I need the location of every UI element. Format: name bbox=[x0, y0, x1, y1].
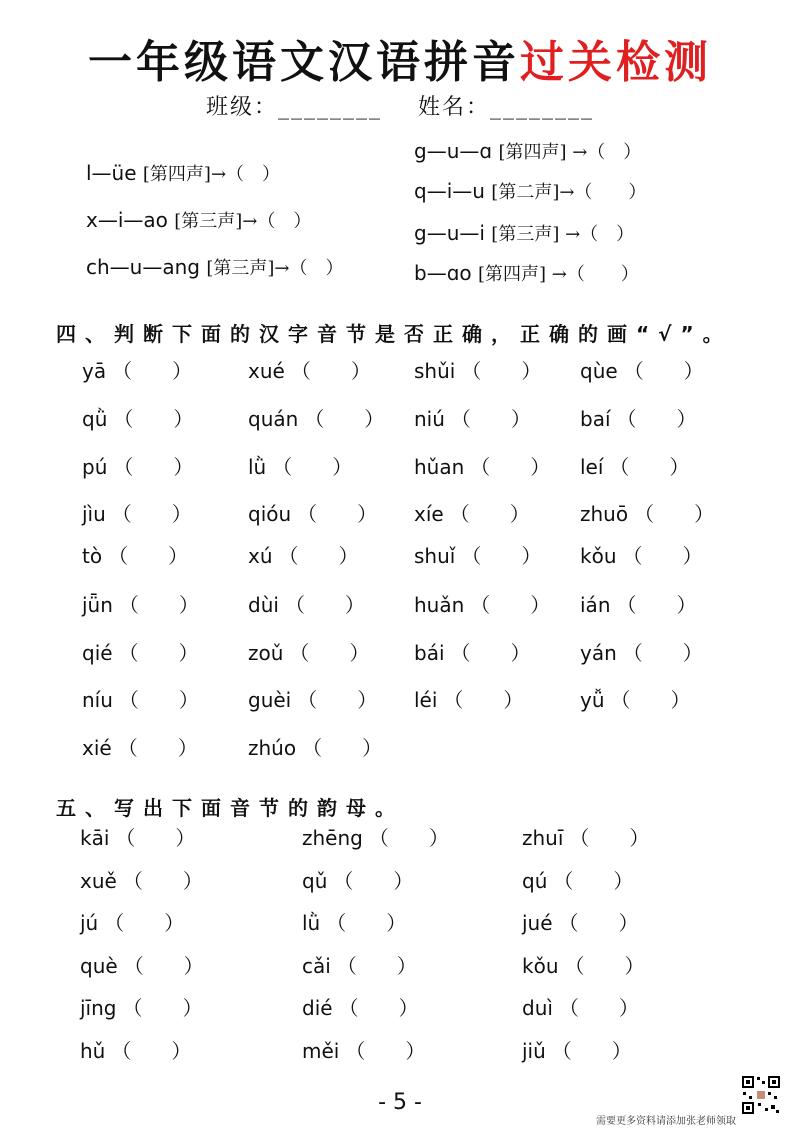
answer-blank[interactable]: （ ） bbox=[345, 1039, 426, 1063]
tone-prompt: [第四声]→（ ） bbox=[142, 164, 281, 185]
pinyin-text: léi bbox=[414, 688, 438, 712]
answer-blank[interactable]: （ ） bbox=[450, 407, 531, 431]
syllable-item bbox=[580, 355, 704, 384]
syllable-item bbox=[82, 684, 199, 713]
syllable-item bbox=[302, 822, 449, 851]
section5-heading: 五、写出下面音节的韵母。 bbox=[56, 796, 404, 820]
spelling-item bbox=[414, 260, 639, 286]
answer-blank[interactable]: （ ） bbox=[122, 996, 203, 1020]
pinyin-text: què bbox=[80, 954, 118, 978]
pinyin-text: yā bbox=[82, 359, 107, 383]
syllable-item bbox=[80, 822, 195, 851]
syllable-item bbox=[80, 907, 184, 936]
syllable-item bbox=[82, 403, 193, 432]
pinyin-text: kǒu bbox=[522, 954, 559, 978]
answer-blank[interactable]: （ ） bbox=[326, 911, 407, 935]
pinyin-text: qié bbox=[82, 641, 113, 665]
class-label: 班级： bbox=[205, 95, 278, 120]
answer-blank[interactable]: （ ） bbox=[272, 455, 353, 479]
syllable-item bbox=[82, 732, 198, 761]
syllables: g—u—ɑ bbox=[414, 139, 493, 163]
syllable-item bbox=[302, 950, 417, 979]
tone-prompt: [第四声] →（ ） bbox=[498, 142, 642, 163]
pinyin-text: cǎi bbox=[302, 954, 331, 978]
answer-blank[interactable]: （ ） bbox=[333, 869, 414, 893]
answer-blank[interactable]: （ ） bbox=[118, 688, 199, 712]
pinyin-text: leí bbox=[580, 455, 604, 479]
answer-blank[interactable]: （ ） bbox=[284, 593, 365, 617]
answer-blank[interactable]: （ ） bbox=[623, 359, 704, 383]
pinyin-text: xuě bbox=[80, 869, 117, 893]
pinyin-text: kāi bbox=[80, 826, 110, 850]
answer-blank[interactable]: （ ） bbox=[336, 954, 417, 978]
spelling-item bbox=[86, 254, 343, 280]
syllable-item bbox=[580, 498, 714, 527]
pinyin-text: qǜ bbox=[82, 407, 108, 431]
tone-prompt: [第三声]→（ ） bbox=[174, 211, 312, 232]
answer-blank[interactable]: （ ） bbox=[564, 954, 645, 978]
answer-blank[interactable]: （ ） bbox=[338, 996, 419, 1020]
syllable-item bbox=[248, 684, 377, 713]
answer-blank[interactable]: （ ） bbox=[616, 593, 697, 617]
syllable-item bbox=[248, 540, 359, 569]
spelling-item bbox=[414, 178, 646, 204]
section4-heading: 四、判断下面的汉字音节是否正确，正确的画“√”。 bbox=[56, 322, 732, 346]
answer-blank[interactable]: （ ） bbox=[113, 455, 194, 479]
syllable-item bbox=[522, 822, 649, 851]
pinyin-text: hǔan bbox=[414, 455, 465, 479]
answer-blank[interactable]: （ ） bbox=[297, 688, 378, 712]
pinyin-text: jué bbox=[522, 911, 553, 935]
pinyin-text: zoǔ bbox=[248, 641, 284, 665]
pinyin-text: xié bbox=[82, 736, 112, 760]
answer-blank[interactable]: （ ） bbox=[122, 869, 203, 893]
pinyin-text: shǔi bbox=[414, 359, 456, 383]
tone-prompt: [第二声]→（ ） bbox=[491, 182, 647, 203]
answer-blank[interactable]: （ ） bbox=[113, 407, 194, 431]
tone-prompt: [第四声] →（ ） bbox=[478, 264, 639, 285]
pinyin-text: bái bbox=[414, 641, 445, 665]
answer-blank[interactable]: （ ） bbox=[558, 996, 639, 1020]
pinyin-text: xú bbox=[248, 544, 273, 568]
syllable-item bbox=[414, 451, 550, 480]
answer-blank[interactable]: （ ） bbox=[634, 502, 715, 526]
syllable-item bbox=[414, 684, 523, 713]
answer-blank[interactable]: （ ） bbox=[118, 641, 199, 665]
answer-blank[interactable]: （ ） bbox=[609, 455, 690, 479]
pinyin-text: jú bbox=[80, 911, 99, 935]
pinyin-text: ián bbox=[580, 593, 611, 617]
syllable-item bbox=[82, 355, 192, 384]
pinyin-text: quán bbox=[248, 407, 299, 431]
pinyin-text: níu bbox=[82, 688, 113, 712]
answer-blank[interactable]: （ ） bbox=[470, 455, 551, 479]
syllable-item bbox=[82, 540, 188, 569]
answer-blank[interactable]: （ ） bbox=[123, 954, 204, 978]
student-info bbox=[0, 90, 800, 121]
answer-blank[interactable]: （ ） bbox=[569, 826, 650, 850]
pinyin-text: baí bbox=[580, 407, 611, 431]
syllable-item bbox=[414, 403, 531, 432]
title-main: 一年级语文汉语拼音 bbox=[88, 37, 520, 88]
syllable-item bbox=[522, 907, 639, 936]
pinyin-text: xué bbox=[248, 359, 285, 383]
pinyin-text: dùi bbox=[248, 593, 279, 617]
syllable-item bbox=[580, 451, 689, 480]
syllable-item bbox=[414, 540, 541, 569]
syllable-item bbox=[302, 907, 406, 936]
answer-blank[interactable]: （ ） bbox=[553, 869, 634, 893]
page-number: - 5 - bbox=[378, 1090, 422, 1115]
answer-blank[interactable]: （ ） bbox=[470, 593, 551, 617]
pinyin-text: zhúo bbox=[248, 736, 297, 760]
answer-blank[interactable]: （ ） bbox=[368, 826, 449, 850]
answer-blank[interactable]: （ ） bbox=[111, 1039, 192, 1063]
answer-blank[interactable]: （ ） bbox=[558, 911, 639, 935]
spelling-item bbox=[414, 220, 634, 246]
answer-blank[interactable]: （ ） bbox=[610, 688, 691, 712]
tone-prompt: [第三声]→（ ） bbox=[206, 258, 344, 279]
pinyin-text: jǖn bbox=[82, 593, 113, 617]
answer-blank[interactable]: （ ） bbox=[449, 502, 530, 526]
answer-blank[interactable]: （ ） bbox=[118, 593, 199, 617]
syllable-item bbox=[248, 732, 382, 761]
answer-blank[interactable]: （ ） bbox=[112, 359, 193, 383]
syllable-item bbox=[580, 540, 703, 569]
pinyin-text: qú bbox=[522, 869, 548, 893]
syllable-item bbox=[414, 355, 541, 384]
title-red: 过关检测 bbox=[520, 37, 712, 88]
answer-blank[interactable]: （ ） bbox=[443, 688, 524, 712]
pinyin-text: yán bbox=[580, 641, 617, 665]
syllables: g—u—i bbox=[414, 221, 485, 245]
syllable-item bbox=[82, 451, 193, 480]
syllable-item bbox=[248, 403, 384, 432]
pinyin-text: shuǐ bbox=[414, 544, 456, 568]
answer-blank[interactable]: （ ） bbox=[450, 641, 531, 665]
answer-blank[interactable]: （ ） bbox=[111, 502, 192, 526]
pinyin-text: lǜ bbox=[302, 911, 321, 935]
name-label: 姓名： bbox=[417, 95, 490, 120]
pinyin-text: jìu bbox=[82, 502, 106, 526]
pinyin-text: zhēng bbox=[302, 826, 363, 850]
syllable-item bbox=[580, 637, 703, 666]
syllable-item bbox=[82, 637, 199, 666]
pinyin-text: qǔ bbox=[302, 869, 328, 893]
pinyin-text: yǚ bbox=[580, 688, 605, 712]
answer-blank[interactable]: （ ） bbox=[117, 736, 198, 760]
syllable-item bbox=[80, 865, 203, 894]
syllable-item bbox=[248, 498, 377, 527]
pinyin-text: xíe bbox=[414, 502, 444, 526]
class-blank[interactable]: ________ bbox=[278, 95, 382, 120]
syllable-item bbox=[522, 865, 633, 894]
answer-blank[interactable]: （ ） bbox=[289, 641, 370, 665]
answer-blank[interactable]: （ ） bbox=[297, 502, 378, 526]
syllable-item bbox=[80, 1035, 191, 1064]
pinyin-text: qióu bbox=[248, 502, 292, 526]
syllable-item bbox=[82, 589, 199, 618]
syllable-item bbox=[302, 992, 419, 1021]
pinyin-text: zhuō bbox=[580, 502, 629, 526]
syllables: x—i—ao bbox=[86, 208, 168, 232]
pinyin-text: niú bbox=[414, 407, 445, 431]
syllable-item bbox=[414, 498, 530, 527]
pinyin-text: jīng bbox=[80, 996, 117, 1020]
answer-blank[interactable]: （ ） bbox=[461, 359, 542, 383]
pinyin-text: měi bbox=[302, 1039, 340, 1063]
syllables: l—üe bbox=[86, 161, 137, 185]
answer-blank[interactable]: （ ） bbox=[304, 407, 385, 431]
answer-blank[interactable]: （ ） bbox=[622, 544, 703, 568]
syllable-item bbox=[580, 684, 691, 713]
syllable-item bbox=[82, 498, 192, 527]
answer-blank[interactable]: （ ） bbox=[290, 359, 371, 383]
spelling-item bbox=[86, 160, 280, 186]
pinyin-text: hǔ bbox=[80, 1039, 106, 1063]
answer-blank[interactable]: （ ） bbox=[108, 544, 189, 568]
syllable-item bbox=[580, 589, 697, 618]
syllable-item bbox=[522, 950, 645, 979]
syllable-item bbox=[80, 950, 204, 979]
footer-note: 需要更多资料请添加张老师领取 bbox=[596, 1116, 736, 1127]
answer-blank[interactable]: （ ） bbox=[302, 736, 383, 760]
pinyin-text: duì bbox=[522, 996, 553, 1020]
qr-code-icon bbox=[741, 1075, 781, 1115]
syllable-item bbox=[580, 403, 697, 432]
pinyin-text: guèi bbox=[248, 688, 292, 712]
spelling-item bbox=[414, 138, 641, 164]
name-blank[interactable]: ________ bbox=[490, 95, 594, 120]
page-title bbox=[0, 26, 800, 90]
answer-blank[interactable]: （ ） bbox=[278, 544, 359, 568]
pinyin-text: zhuī bbox=[522, 826, 564, 850]
syllables: b—ɑo bbox=[414, 261, 472, 285]
pinyin-text: qùe bbox=[580, 359, 618, 383]
pinyin-text: lǜ bbox=[248, 455, 267, 479]
syllable-item bbox=[248, 355, 371, 384]
answer-blank[interactable]: （ ） bbox=[622, 641, 703, 665]
syllable-item bbox=[522, 1035, 632, 1064]
pinyin-text: kǒu bbox=[580, 544, 617, 568]
pinyin-text: jiǔ bbox=[522, 1039, 546, 1063]
syllable-item bbox=[248, 637, 369, 666]
answer-blank[interactable]: （ ） bbox=[115, 826, 196, 850]
syllable-item bbox=[414, 637, 531, 666]
answer-blank[interactable]: （ ） bbox=[616, 407, 697, 431]
syllable-item bbox=[80, 992, 202, 1021]
syllable-item bbox=[302, 865, 413, 894]
answer-blank[interactable]: （ ） bbox=[104, 911, 185, 935]
spelling-item bbox=[86, 207, 311, 233]
answer-blank[interactable]: （ ） bbox=[461, 544, 542, 568]
syllable-item bbox=[414, 589, 550, 618]
syllable-item bbox=[248, 451, 352, 480]
tone-prompt: [第三声] →（ ） bbox=[491, 224, 635, 245]
answer-blank[interactable]: （ ） bbox=[551, 1039, 632, 1063]
pinyin-text: huǎn bbox=[414, 593, 465, 617]
pinyin-text: pú bbox=[82, 455, 108, 479]
syllables: ch—u—ang bbox=[86, 255, 200, 279]
pinyin-text: dié bbox=[302, 996, 333, 1020]
syllables: q—i—u bbox=[414, 179, 485, 203]
syllable-item bbox=[302, 1035, 425, 1064]
syllable-item bbox=[248, 589, 365, 618]
syllable-item bbox=[522, 992, 639, 1021]
pinyin-text: tò bbox=[82, 544, 103, 568]
